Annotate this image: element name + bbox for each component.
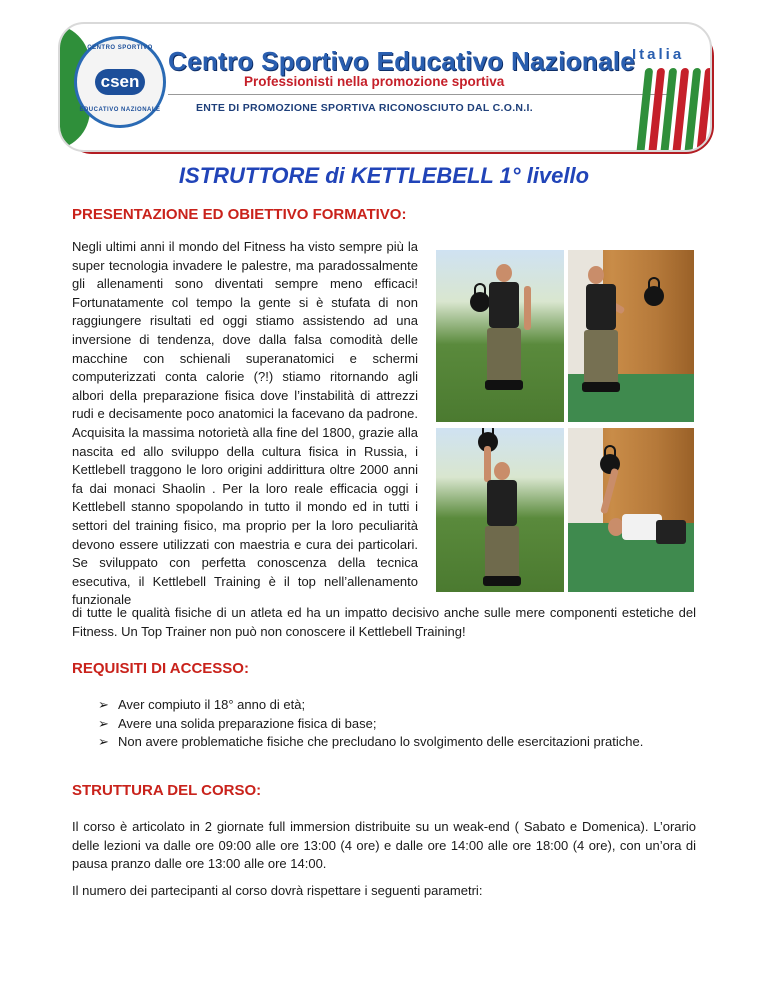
presentation-paragraph-continued: di tutte le qualità fisiche di un atleta ed ha un impatto decisivo anche sulle mere componenti estetiche del Fitness. Un Top Trainer non può non conoscere il Kettlebell Training!: [72, 605, 696, 639]
list-item-text: Avere una solida preparazione fisica di base;: [118, 715, 377, 731]
list-item: [98, 733, 698, 752]
arrow-bullet-icon: ➢: [98, 697, 109, 712]
arrow-bullet-icon: ➢: [98, 734, 109, 750]
photo-kettlebell-getup-gym: [568, 428, 694, 592]
italia-label: Italia: [632, 46, 685, 63]
list-item: [98, 696, 698, 715]
section-heading-struttura: STRUTTURA DEL CORSO:: [72, 782, 262, 799]
coni-recognition: ENTE DI PROMOZIONE SPORTIVA RICONOSCIUTO DAL C.O.N.I.: [196, 102, 533, 114]
list-item-text: Aver compiuto il 18° anno di età;: [118, 697, 306, 712]
list-item: [98, 715, 698, 734]
logo-ring-bottom-text: EDUCATIVO NAZIONALE: [79, 107, 161, 113]
logo-ring-top-text: CENTRO SPORTIVO: [87, 45, 153, 51]
banner-panel: [58, 22, 712, 152]
italian-flag-stripes-icon: [636, 68, 710, 152]
photo-kettlebell-swing-gym: [568, 250, 694, 422]
arrow-bullet-icon: ➢: [98, 715, 109, 731]
requirements-list: [98, 696, 698, 752]
banner-divider: [168, 94, 668, 95]
logo-center-text: csen: [95, 69, 145, 95]
list-item-text: Non avere problematiche fisiche che precludano lo svolgimento delle esercitazioni pratiche.: [118, 734, 644, 750]
section-heading-requisiti: REQUISITI DI ACCESSO:: [72, 660, 249, 677]
course-structure-paragraph: Il corso è articolato in 2 giornate full immersion distribuite su un weak-end ( Sabato e Domenica). L’orario delle lezioni va dalle ore 09:00 alle ore 13:00 (4 ore) e dalle ore 14:00 alle ore 18:00 (4 ore), con un’ora di pausa pranzo dalle ore 13:00 alle ore 14:00.: [72, 819, 696, 872]
document-title: ISTRUTTORE di KETTLEBELL 1° livello: [178, 163, 590, 188]
organization-subtitle: Professionisti nella promozione sportiva: [244, 74, 505, 89]
participants-paragraph: Il numero dei partecipanti al corso dovrà rispettare i seguenti parametri:: [72, 883, 483, 898]
csen-logo: [74, 36, 166, 128]
header-banner: [58, 22, 716, 156]
photo-kettlebell-press-outdoor: [436, 250, 564, 422]
section-heading-presentazione: PRESENTAZIONE ED OBIETTIVO FORMATIVO:: [72, 206, 407, 223]
photo-kettlebell-overhead-outdoor: [436, 428, 564, 592]
organization-title: Centro Sportivo Educativo Nazionale: [168, 46, 636, 76]
presentation-paragraph: Negli ultimi anni il mondo del Fitness ha visto sempre più la super tecnologia invadere le palestre, ma paradossalmente gli allenamenti sono diventati sempre meno efficaci! Fortunatamente col tempo la gente si è stufata di non raggiungere risultati ed oggi stiamo assistendo ad una inversione di tendenza, dove dalla falsa comodità delle macchine con schienali superanatomici e schermi computerizzati conta calorie (?!) stiamo ritornando agli albori della preparazione fisica dove l’instabilità di attrezzi rudi e decisamente poco anatomici la facevano da padrone. Acquisita la massima notorietà alla fine del 1800, grazie alla nascita ed allo sviluppo della cultura fisica in Russia, i Kettlebell traggono le loro origini addirittura oltre 2000 anni fa dai monaci Shaolin . Per la loro reale efficacia oggi i Kettlebell stanno spopolando in tutto il mondo ed in tutti i settori del training fisico, ma proprio per la loro peculiarità devono essere utilizzati con maestria e cura dei particolari. Se sviluppato con perfetta conoscenza della tecnica esecutiva, il Kettlebell Training è il top nell’allenamento funzionale: [72, 239, 418, 608]
